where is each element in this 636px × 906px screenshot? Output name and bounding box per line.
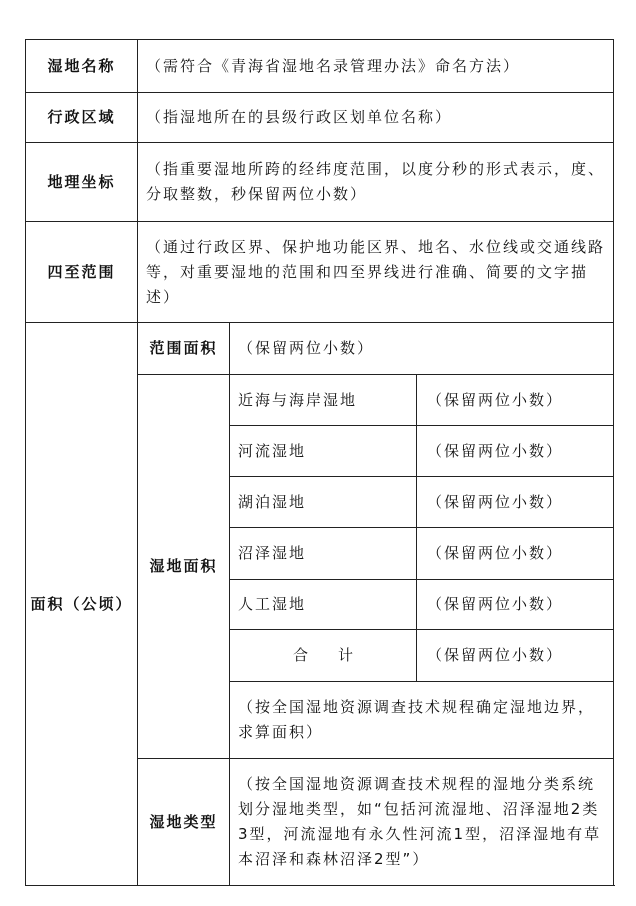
wetland-type-label: 湿地类型 xyxy=(138,759,230,886)
wetland-type-value: （保留两位小数） xyxy=(417,426,614,477)
geo-coordinates-value: （指重要湿地所跨的经纬度范围，以度分秒的形式表示，度、分取整数，秒保留两位小数） xyxy=(138,143,614,222)
geo-coordinates-label: 地理坐标 xyxy=(26,143,138,222)
wetland-type-name: 沼泽湿地 xyxy=(230,528,417,580)
wetland-name-value: （需符合《青海省湿地名录管理办法》命名方法） xyxy=(138,40,614,93)
table-row xyxy=(26,40,614,93)
table-row xyxy=(26,143,614,222)
boundary-label: 四至范围 xyxy=(26,222,138,323)
total-label: 合计 xyxy=(230,630,417,682)
wetland-type-description: （按全国湿地资源调查技术规程的湿地分类系统划分湿地类型，如“包括河流湿地、沼泽湿地2类3型，河流湿地有永久性河流1型，沼泽湿地有草本沼泽和森林沼泽2型”） xyxy=(230,759,614,886)
table-row xyxy=(26,93,614,143)
wetland-type-name: 湖泊湿地 xyxy=(230,477,417,528)
table-row xyxy=(26,323,614,375)
total-value: （保留两位小数） xyxy=(417,630,614,682)
area-label: 面积（公顷） xyxy=(26,323,138,886)
wetland-type-name: 人工湿地 xyxy=(230,580,417,630)
range-area-value: （保留两位小数） xyxy=(230,323,614,375)
wetland-type-value: （保留两位小数） xyxy=(417,528,614,580)
table-row xyxy=(26,222,614,323)
wetland-type-name: 近海与海岸湿地 xyxy=(230,375,417,426)
admin-region-value: （指湿地所在的县级行政区划单位名称） xyxy=(138,93,614,143)
wetland-area-label: 湿地面积 xyxy=(138,375,230,759)
wetland-type-value: （保留两位小数） xyxy=(417,375,614,426)
wetland-info-table xyxy=(25,39,614,886)
range-area-label: 范围面积 xyxy=(138,323,230,375)
wetland-name-label: 湿地名称 xyxy=(26,40,138,93)
admin-region-label: 行政区域 xyxy=(26,93,138,143)
wetland-type-name: 河流湿地 xyxy=(230,426,417,477)
wetland-type-value: （保留两位小数） xyxy=(417,580,614,630)
boundary-value: （通过行政区界、保护地功能区界、地名、水位线或交通线路等，对重要湿地的范围和四至界线进行准确、简要的文字描述） xyxy=(138,222,614,323)
area-note: （按全国湿地资源调查技术规程确定湿地边界，求算面积） xyxy=(230,682,614,759)
wetland-type-value: （保留两位小数） xyxy=(417,477,614,528)
